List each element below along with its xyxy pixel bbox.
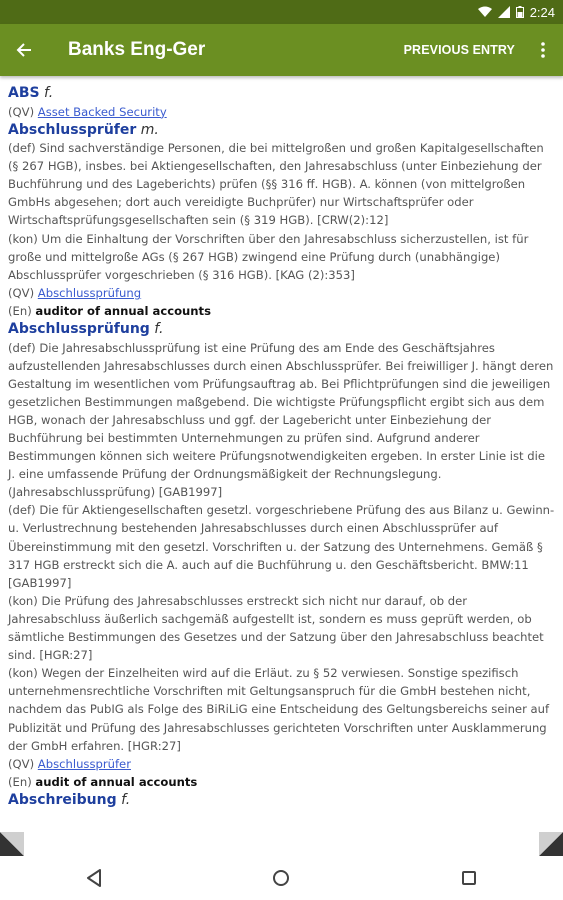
field-tag: (kon) xyxy=(8,666,38,681)
headword-text: Abschreibung xyxy=(8,791,117,808)
english-equivalent xyxy=(8,302,555,320)
field-tag: (En) xyxy=(8,774,32,789)
english-term: audit of annual accounts xyxy=(35,774,198,789)
field-tag: (def) xyxy=(8,503,36,518)
page-curl-right-icon[interactable] xyxy=(539,816,563,856)
field-tag: (QV) xyxy=(8,756,35,771)
definition-paragraph xyxy=(8,230,555,284)
headword-text: ABS xyxy=(8,85,40,101)
entry-headword xyxy=(8,791,555,810)
definition-paragraph xyxy=(8,592,555,664)
more-vert-icon[interactable] xyxy=(529,24,557,76)
definition-paragraph xyxy=(8,339,555,502)
wifi-icon xyxy=(478,6,492,18)
cross-reference-link[interactable]: Abschlussprüfer xyxy=(37,756,131,771)
field-tag: (En) xyxy=(8,303,32,318)
page-curl-left-icon[interactable] xyxy=(0,816,24,856)
field-tag: (def) xyxy=(8,340,36,355)
definition-text: Um die Einhaltung der Vorschriften über den Jahresabschluss sicherzustellen, ist für große und mittelgroße AGs (§ 267 HGB) zwingend eine Prüfung durch (unabhängige) Abschlussprüfer vorgeschrieben (§ 316 HGB). [KAG (2):353] xyxy=(8,231,529,282)
entry-headword xyxy=(8,320,555,339)
field-tag: (QV) xyxy=(8,285,35,300)
definition-text: Die Prüfung des Jahresabschlusses erstreckt sich nicht nur darauf, ob der Jahresabschluss äußerlich sachgemäß aufgestellt ist, sondern es muss geprüft werden, ob sämtliche Bestimmungen des Gesetzes und der Satzung über den Jahresabschluss beachtet sind. [HGR:27] xyxy=(8,593,544,663)
dictionary-content[interactable] xyxy=(0,76,563,816)
content-footer-strip xyxy=(0,816,563,856)
entry-headword xyxy=(8,84,555,103)
cross-reference xyxy=(8,755,555,773)
app-bar xyxy=(0,24,563,76)
app-title: Banks Eng-Ger xyxy=(68,39,206,60)
status-time: 2:24 xyxy=(529,4,555,20)
signal-icon xyxy=(498,6,510,18)
definition-text: Wegen der Einzelheiten wird auf die Erläut. zu § 52 verwiesen. Sonstige spezifisch unternehmensrechtliche Vorschriften mit Geltungsanspruch für die GmbH bestehen nicht, nachdem das PubIG als Folge des BiRiLiG eine Entscheidung des Geltungsbereichs seiner auf Publizität und Prüfung des Jahresabschlusses gerichteten Vorschriften unter Ausklammerung der GmbH erfahren. [HGR:27] xyxy=(8,666,550,753)
definition-text: Sind sachverständige Personen, die bei mittelgroßen und großen Kapitalgesellschaften (§ 267 HGB), insbes. bei Aktiengesellschaften, den Jahresabschluss (unter Einbeziehung der Buchführung und des Lageberichts) prüfen (§§ 316 ff. HGB). A. können (von mittelgroßen GmbHs abgesehen; dort auch vereidigte Buchprüfer) nur Wirtschaftsprüfer oder Wirtschaftsprüfungsgesellschaften sein (§ 319 HGB). [CRW(2):12] xyxy=(8,141,544,228)
grammar-label: f. xyxy=(121,791,131,808)
circle-home-icon[interactable] xyxy=(251,856,311,900)
status-bar xyxy=(0,0,563,24)
arrow-back-icon[interactable] xyxy=(0,24,48,76)
navigation-bar xyxy=(0,856,563,900)
cross-reference xyxy=(8,103,555,121)
entry-headword xyxy=(8,121,555,140)
english-term: auditor of annual accounts xyxy=(35,303,211,318)
headword-text: Abschlussprüfung xyxy=(8,321,150,338)
definition-paragraph xyxy=(8,501,555,591)
field-tag: (kon) xyxy=(8,231,38,246)
headword-text: Abschlussprüfer xyxy=(8,121,137,138)
field-tag: (def) xyxy=(8,141,36,156)
definition-paragraph xyxy=(8,139,555,229)
field-tag: (kon) xyxy=(8,593,38,608)
cross-reference-link[interactable]: Asset Backed Security xyxy=(37,104,167,119)
grammar-label: f. xyxy=(44,85,54,101)
english-equivalent xyxy=(8,773,555,791)
cross-reference xyxy=(8,284,555,302)
grammar-label: m. xyxy=(140,121,159,138)
square-recents-icon[interactable] xyxy=(439,856,499,900)
previous-entry-button[interactable]: PREVIOUS ENTRY xyxy=(403,43,515,57)
field-tag: (QV) xyxy=(8,104,35,119)
cross-reference-link[interactable]: Abschlussprüfung xyxy=(37,285,142,300)
definition-text: Die für Aktiengesellschaften gesetzl. vorgeschriebene Prüfung des aus Bilanz u. Gewinn- u. Verlustrechnung bestehenden Jahresabschlusses durch einen Abschlussprüfer auf Übereinstimmung mit den gesetzl. Vorschriften u. der Satzung des Unternehmens. Gemäß § 317 HGB erstreckt sich die A. auch auf die Buchführung u. den Geschäftsbericht. BMW:11 [GAB1997] xyxy=(8,503,555,590)
definition-text: Die Jahresabschlussprüfung ist eine Prüfung des am Ende des Geschäftsjahres aufzustellenden Jahresabschlusses durch einen Abschlussprüfer. Bei freiwilliger J. hängt deren Gestaltung im wesentlichen vom Prüfungsauftrag ab. Bei Pflichtprüfungen sind die jeweiligen gesetzlichen Bestimmungen maßgebend. Die wichtigste Prüfungspflicht ergibt sich aus dem HGB, wonach der Jahresabschluss und ggf. der Lagebericht unter Einbeziehung der Buchführung bei bestimmten Unternehmungen zu prüfen sind. Aufgrund anderer Bestimmungen können sich weitere Prüfungsnotwendigkeiten ergeben. In erster Linie ist die J. eine umfassende Prüfung der Ordnungsmäßigkeit der Rechnungslegung. (Jahresabschlussprüfung) [GAB1997] xyxy=(8,340,554,500)
definition-paragraph xyxy=(8,664,555,754)
triangle-back-icon[interactable] xyxy=(64,856,124,900)
grammar-label: f. xyxy=(154,321,164,338)
battery-icon xyxy=(516,6,524,18)
